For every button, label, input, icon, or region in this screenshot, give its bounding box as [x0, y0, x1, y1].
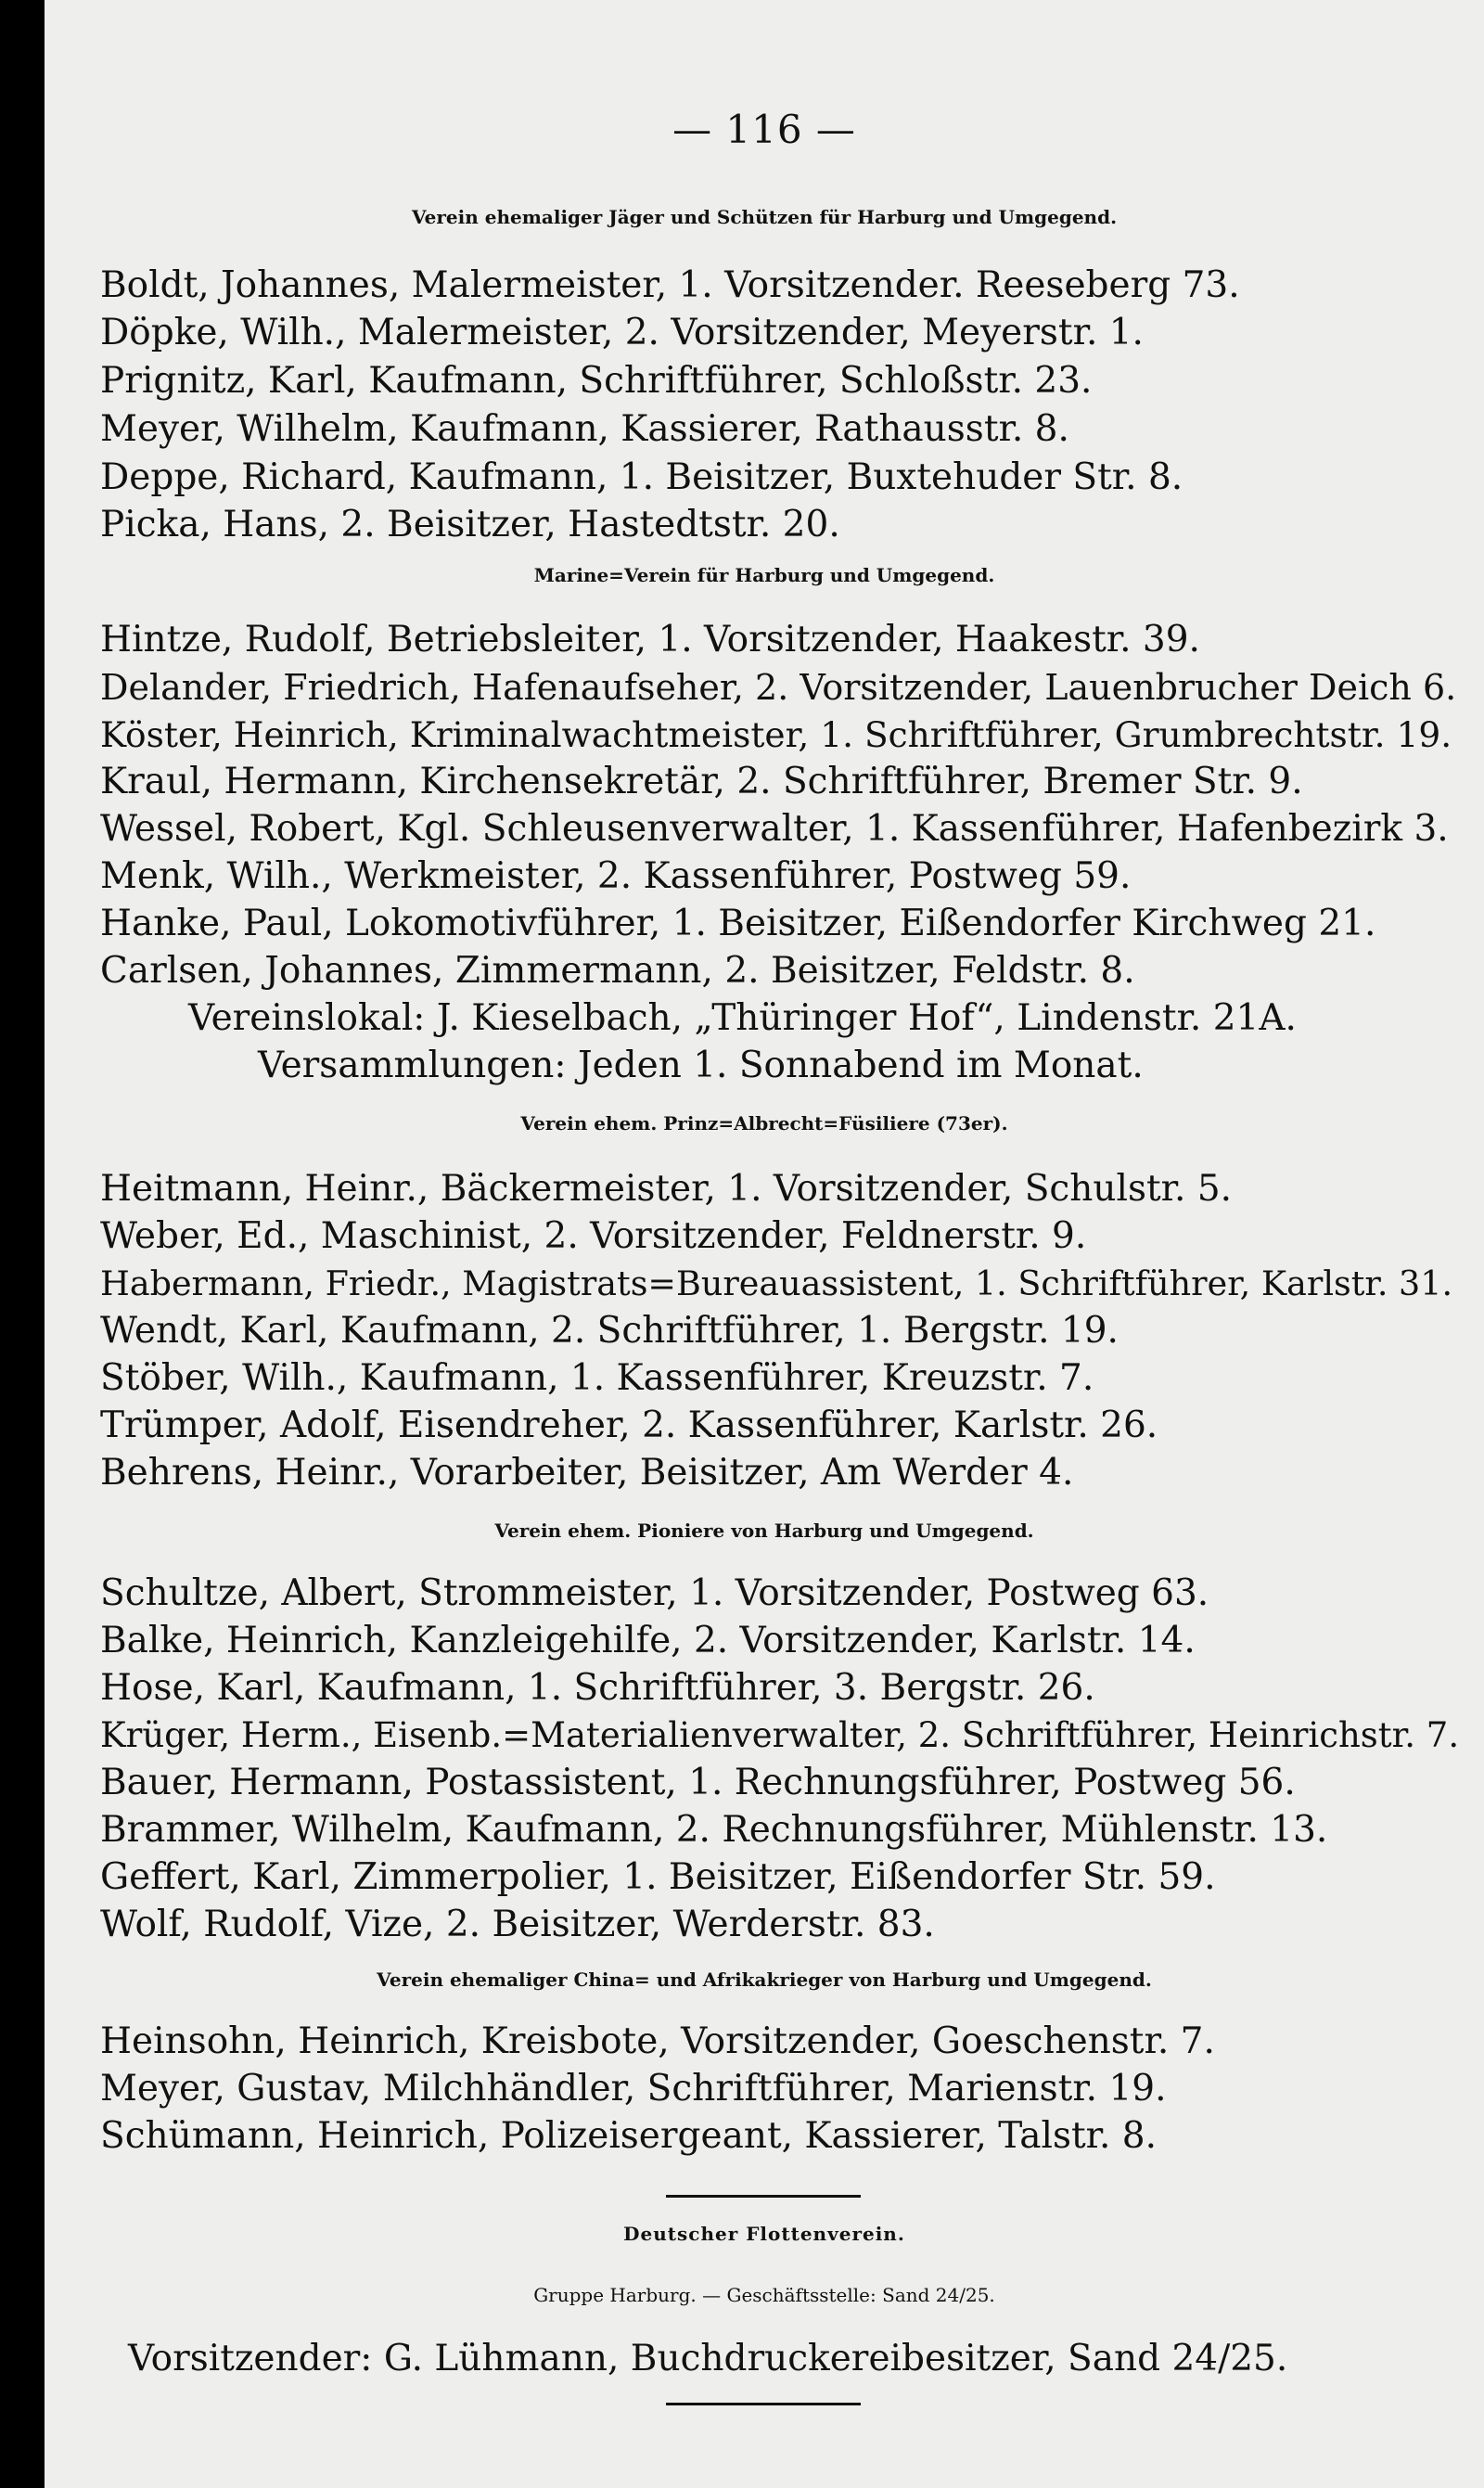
section-title-marine: Marine=Verein für Harburg und Umgegend. — [533, 564, 995, 586]
section-title-china-afrika: Verein ehemaliger China= und Afrikakrieger von Harburg und Umgegend. — [377, 1969, 1152, 1991]
list-item: Wolf, Rudolf, Vize, 2. Beisitzer, Werderstr. 83. — [100, 1904, 935, 1945]
list-item: Stöber, Wilh., Kaufmann, 1. Kassenführer, Kreuzstr. 7. — [100, 1357, 1094, 1399]
flottenverein-title: Deutscher Flottenverein. — [623, 2223, 905, 2245]
divider — [666, 2195, 861, 2198]
list-item: Geffert, Karl, Zimmerpolier, 1. Beisitzer, Eißendorfer Str. 59. — [100, 1856, 1216, 1898]
list-item: Behrens, Heinr., Vorarbeiter, Beisitzer, Am Werder 4. — [100, 1452, 1074, 1494]
list-item: Wessel, Robert, Kgl. Schleusenverwalter, 1. Kassenführer, Hafenbezirk 3. — [100, 808, 1449, 850]
section-title-pioniere: Verein ehem. Pioniere von Harburg und Umgegend. — [494, 1520, 1034, 1542]
list-item: Habermann, Friedr., Magistrats=Bureauassistent, 1. Schriftführer, Karlstr. 31. — [100, 1263, 1453, 1303]
vereinslokal-note: Vereinslokal: J. Kieselbach, „Thüringer Hof“, Lindenstr. 21A. — [188, 997, 1297, 1039]
list-item: Wendt, Karl, Kaufmann, 2. Schriftführer, 1. Bergstr. 19. — [100, 1310, 1119, 1352]
list-item: Kraul, Hermann, Kirchensekretär, 2. Schriftführer, Bremer Str. 9. — [100, 761, 1303, 802]
divider — [666, 2403, 861, 2405]
list-item: Heinsohn, Heinrich, Kreisbote, Vorsitzender, Goeschenstr. 7. — [100, 2020, 1215, 2062]
list-item: Schümann, Heinrich, Polizeisergeant, Kassierer, Talstr. 8. — [100, 2115, 1158, 2157]
list-item: Meyer, Gustav, Milchhändler, Schriftführer, Marienstr. 19. — [100, 2068, 1167, 2110]
list-item: Brammer, Wilhelm, Kaufmann, 2. Rechnungsführer, Mühlenstr. 13. — [100, 1809, 1328, 1851]
list-item: Deppe, Richard, Kaufmann, 1. Beisitzer, Buxtehuder Str. 8. — [100, 456, 1183, 498]
flottenverein-chair: Vorsitzender: G. Lühmann, Buchdruckereibesitzer, Sand 24/25. — [128, 2338, 1288, 2379]
list-item: Carlsen, Johannes, Zimmermann, 2. Beisitzer, Feldstr. 8. — [100, 950, 1135, 992]
section-title-fuesiliere: Verein ehem. Prinz=Albrecht=Füsiliere (73er). — [520, 1112, 1008, 1135]
flottenverein-group: Gruppe Harburg. — Geschäftsstelle: Sand 24/25. — [533, 2284, 995, 2306]
list-item: Hanke, Paul, Lokomotivführer, 1. Beisitzer, Eißendorfer Kirchweg 21. — [100, 903, 1376, 944]
list-item: Trümper, Adolf, Eisendreher, 2. Kassenführer, Karlstr. 26. — [100, 1404, 1158, 1446]
list-item: Hose, Karl, Kaufmann, 1. Schriftführer, 3. Bergstr. 26. — [100, 1667, 1095, 1709]
list-item: Meyer, Wilhelm, Kaufmann, Kassierer, Rathausstr. 8. — [100, 408, 1069, 450]
list-item: Döpke, Wilh., Malermeister, 2. Vorsitzender, Meyerstr. 1. — [100, 312, 1144, 353]
page-number: — 116 — — [672, 107, 856, 152]
list-item: Köster, Heinrich, Kriminalwachtmeister, 1. Schriftführer, Grumbrechtstr. 19. — [100, 714, 1452, 755]
list-item: Bauer, Hermann, Postassistent, 1. Rechnungsführer, Postweg 56. — [100, 1762, 1296, 1803]
list-item: Balke, Heinrich, Kanzleigehilfe, 2. Vorsitzender, Karlstr. 14. — [100, 1620, 1196, 1661]
list-item: Prignitz, Karl, Kaufmann, Schriftführer, Schloßstr. 23. — [100, 360, 1093, 402]
list-item: Hintze, Rudolf, Betriebsleiter, 1. Vorsitzender, Haakestr. 39. — [100, 619, 1200, 660]
list-item: Schultze, Albert, Strommeister, 1. Vorsitzender, Postweg 63. — [100, 1572, 1209, 1614]
section-title-jaeger: Verein ehemaliger Jäger und Schützen für Harburg und Umgegend. — [411, 206, 1118, 228]
list-item: Weber, Ed., Maschinist, 2. Vorsitzender, Feldnerstr. 9. — [100, 1215, 1087, 1257]
document-page — [45, 0, 1484, 2488]
list-item: Krüger, Herm., Eisenb.=Materialienverwalter, 2. Schriftführer, Heinrichstr. 7. — [100, 1715, 1460, 1755]
list-item: Boldt, Johannes, Malermeister, 1. Vorsitzender. Reeseberg 73. — [100, 264, 1240, 306]
list-item: Picka, Hans, 2. Beisitzer, Hastedtstr. 20. — [100, 504, 840, 545]
versammlungen-note: Versammlungen: Jeden 1. Sonnabend im Monat. — [258, 1045, 1144, 1086]
list-item: Delander, Friedrich, Hafenaufseher, 2. Vorsitzender, Lauenbrucher Deich 6. — [100, 667, 1457, 708]
list-item: Heitmann, Heinr., Bäckermeister, 1. Vorsitzender, Schulstr. 5. — [100, 1168, 1233, 1210]
list-item: Menk, Wilh., Werkmeister, 2. Kassenführer, Postweg 59. — [100, 855, 1132, 897]
